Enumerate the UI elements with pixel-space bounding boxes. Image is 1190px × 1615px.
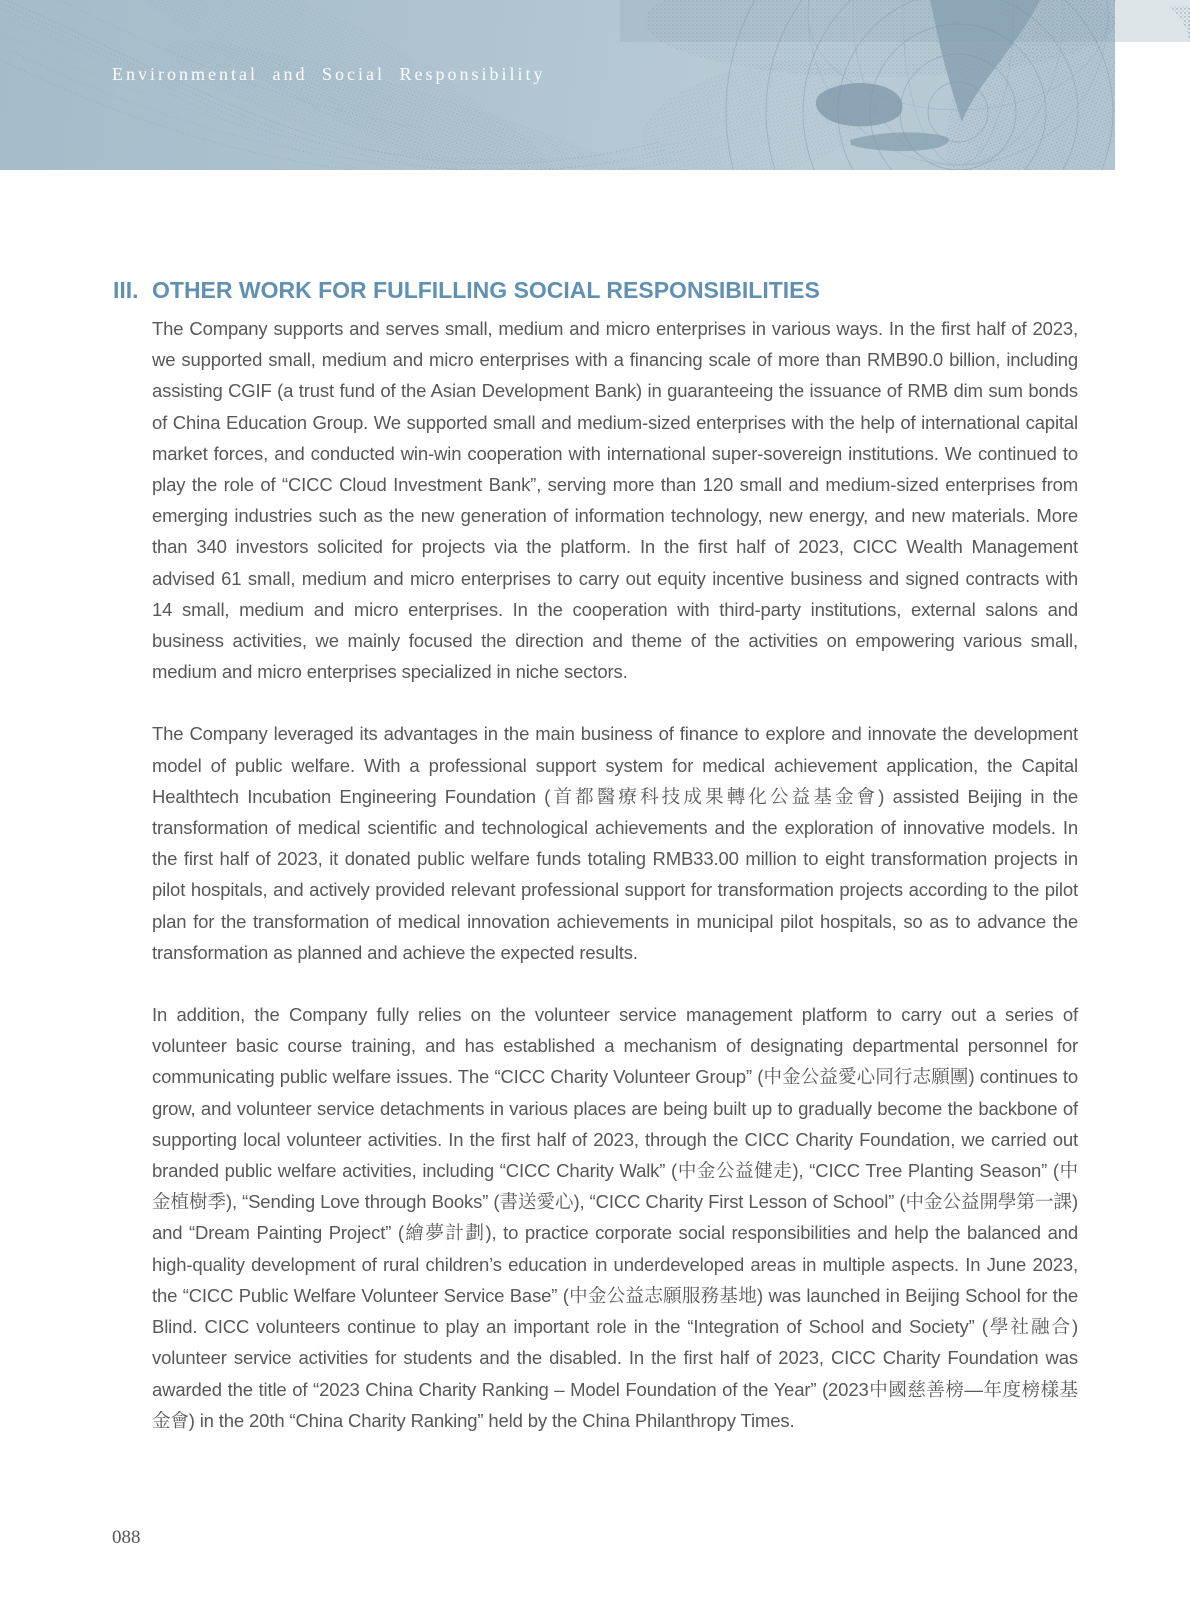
paragraph-volunteer: In addition, the Company fully relies on the volunteer service management platform to carry out a series of volunteer basic course training, and has established a mechanism of designating departmental personnel for communicating public welfare issues. The “CICC Charity Volunteer Group” (中金公益愛心同行志願團) continues to grow, and volunteer service detachments in various places are being built up to gradually become the backbone of supporting local volunteer activities. In the first half of 2023, through the CICC Charity Foundation, we carried out branded public welfare activities, including “CICC Charity Walk” (中金公益健走), “CICC Tree Planting Season” (中金植樹季), “Sending Love through Books” (書送愛心), “CICC Charity First Lesson of School” (中金公益開學第一課) and “Dream Painting Project” (繪夢計劃), to practice corporate social responsibilities and help the balanced and high-quality development of rural children’s education in underdeveloped areas in multiple aspects. In June 2023, the “CICC Public Welfare Volunteer Service Base” (中金公益志願服務基地) was launched in Beijing School for the Blind. CICC volunteers continue to play an important role in the “Integration of School and Society” (學社融合) volunteer service activities for students and the disabled. In the first half of 2023, CICC Charity Foundation was awarded the title of “2023 China Charity Ranking – Model Foundation of the Year” (2023中國慈善榜—年度榜樣基金會) in the 20th “China Charity Ranking” held by the China Philanthropy Times. — [152, 1004, 1078, 1431]
paragraph-public-welfare: The Company leveraged its advantages in the main business of finance to explore and innovate the development model of public welfare. With a professional support system for medical achievement application, the Capital Healthtech Incubation Engineering Foundation (首都醫療科技成果轉化公益基金會) assisted Beijing in the transformation of medical scientific and technological achievements and the exploration of innovative models. In the first half of 2023, it donated public welfare funds totaling RMB33.00 million to eight transformation projects in pilot hospitals, and actively provided relevant professional support for transformation projects according to the pilot plan for the transformation of medical innovation achievements in municipal pilot hospitals, so as to advance the transformation as planned and achieve the expected results. — [152, 723, 1078, 963]
section-number: III. — [113, 277, 139, 303]
body-text — [152, 313, 1078, 1436]
header-title: Environmental and Social Responsibility — [112, 64, 546, 84]
page-header-banner — [0, 0, 1190, 170]
australia-graphic — [816, 83, 903, 126]
paragraph-sme-support: The Company supports and serves small, medium and micro enterprises in various ways. In the first half of 2023, we supported small, medium and micro enterprises with a financing scale of more than RMB90.0 billion, including assisting CGIF (a trust fund of the Asian Development Bank) in guaranteeing the issuance of RMB dim sum bonds of China Education Group. We supported small and medium-sized enterprises with the help of international capital market forces, and conducted win-win cooperation with international super-sovereign institutions. We continued to play the role of “CICC Cloud Investment Bank”, serving more than 120 small and medium-sized enterprises from emerging industries such as the new generation of information technology, new energy, and new materials. More than 340 investors solicited for projects via the platform. In the first half of 2023, CICC Wealth Management advised 61 small, medium and micro enterprises to carry out equity incentive business and signed contracts with 14 small, medium and micro enterprises. In the cooperation with third-party institutions, external salons and business activities, we mainly focused the direction and theme of the activities on empowering various small, medium and micro enterprises specialized in niche sectors. — [152, 318, 1078, 683]
map-fragment-graphic — [1166, 6, 1190, 44]
page-number: 088 — [112, 1527, 141, 1548]
section-heading — [113, 276, 1083, 304]
section-title: OTHER WORK FOR FULFILLING SOCIAL RESPONSIBILITIES — [152, 277, 820, 303]
antarctica-graphic — [850, 132, 949, 151]
